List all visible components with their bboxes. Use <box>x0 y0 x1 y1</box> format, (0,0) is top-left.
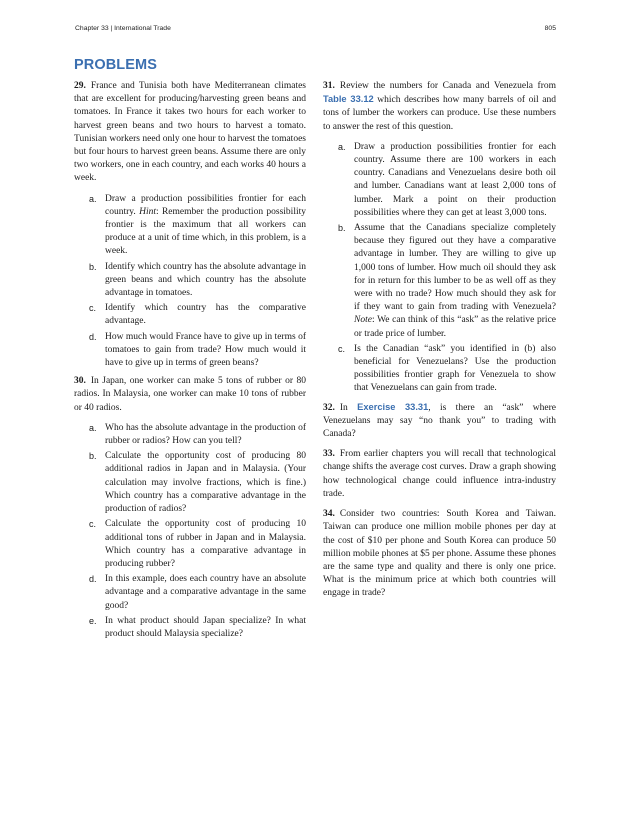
subpart-letter: d. <box>89 331 97 342</box>
subpart-text: In this example, does each country have an absolute advantage and a comparative advantage in the same good? <box>105 574 306 611</box>
subpart-d <box>74 573 306 613</box>
subpart-text: Identify which country has the comparative advantage. <box>105 303 306 327</box>
problem-body: which describes how many barrels of oil and tons of lumber the workers can produce. Use these numbers to answer the rest of this question. <box>323 95 556 132</box>
subpart-letter: b. <box>89 451 97 462</box>
subpart-text: Draw a production possibilities frontier for each country. Assume there are 100 workers in each country. Canadians and Venezuelans desire both oil and lumber. Canadians want at least 2,000 tons of lumber. Mark a point on their production possibilities where they can get at least 3,000 tons. <box>354 141 556 218</box>
hint-label: Hint <box>139 206 156 217</box>
problem-body: Consider two countries: South Korea and Taiwan. Taiwan can produce one million mobile phones per day at the cost of $10 per phone and South Korea can produce 50 million mobile phones at $5 per phone. Assume these phones are the same type and quality and there is only one price. What is the minimum price at which both countries will engage in trade? <box>323 509 556 599</box>
problem-30-text <box>74 375 306 415</box>
subpart-text: Who has the absolute advantage in the production of rubber or radios? How can you tell? <box>105 422 306 447</box>
subpart-letter: a. <box>338 141 346 152</box>
subpart-letter: a. <box>89 193 97 204</box>
subpart-b <box>323 222 556 341</box>
problem-34 <box>323 508 556 600</box>
problem-body: In Japan, one worker can make 5 tons of rubber or 80 radios. In Malaysia, one worker can make 10 tons of rubber or 40 radios. <box>74 376 306 413</box>
subpart-letter: e. <box>89 615 97 626</box>
problem-29-subparts <box>74 193 306 371</box>
problem-body: France and Tunisia both have Mediterranean climates that are excellent for producing/harvesting green beans and tomatoes. In France it takes two hours for each worker to harvest green beans and two hours to harvest a tomato. Tunisian workers need only one hour to harvest the tomatoes but four hours to harvest green beans. Assume there are only two workers, one in each country, and each works 40 hours a week. <box>74 81 306 184</box>
chapter-title: Chapter 33 | International Trade <box>75 25 171 32</box>
problem-29-text <box>74 80 306 186</box>
left-column <box>74 80 306 646</box>
subpart-letter: b. <box>89 261 97 272</box>
subpart-c <box>323 343 556 396</box>
problem-number: 32. <box>323 402 335 413</box>
problem-number: 34. <box>323 509 335 520</box>
subpart-letter: c. <box>338 343 346 354</box>
page-number: 805 <box>544 25 556 32</box>
problem-body: Review the numbers for Canada and Venezuela from <box>339 81 556 91</box>
problem-30 <box>74 375 306 641</box>
problem-31-subparts <box>323 141 556 396</box>
problem-31 <box>323 80 556 396</box>
problem-number: 29. <box>74 81 86 91</box>
subpart-c <box>74 518 306 571</box>
subpart-text: Draw a production possibilities frontier for each country. <box>105 193 306 217</box>
problem-number: 30. <box>74 376 86 387</box>
section-title: PROBLEMS <box>74 57 157 73</box>
problem-number: 33. <box>323 449 335 460</box>
subpart-letter: c. <box>89 303 97 314</box>
subpart-letter: b. <box>338 223 346 234</box>
exercise-link[interactable]: Exercise 33.31 <box>357 401 429 412</box>
subpart-text: Identify which country has the absolute advantage in green beans and which country has the absolute advantage in tomatoes. <box>105 261 306 299</box>
problem-body: , is there an “ask” where Venezuelans may say “no thank you” to trading with Canada? <box>323 402 557 440</box>
problem-30-subparts <box>74 422 306 641</box>
subpart-letter: d. <box>89 574 97 585</box>
subpart-letter: c. <box>89 519 97 530</box>
problem-body: In <box>339 402 358 413</box>
subpart-text: : We can think of this “ask” as the relative price or trade price of lumber. <box>354 315 556 339</box>
subpart-text: Is the Canadian “ask” you identified in (b) also beneficial for Venezuelans? Use the production possibilities frontier graph for Venezuela to show that Venezuelans can gain from trade. <box>354 343 556 394</box>
problem-32 <box>323 401 556 442</box>
page-header <box>75 25 556 37</box>
subpart-d <box>74 331 306 371</box>
note-label: Note <box>354 315 372 326</box>
subpart-e <box>74 615 306 641</box>
subpart-a <box>74 193 306 259</box>
right-column <box>323 80 556 608</box>
table-link[interactable]: Table 33.12 <box>323 94 374 105</box>
problem-33 <box>323 448 556 501</box>
subpart-text: Assume that the Canadians specialize completely because they figured out they have a comparative advantage in lumber. They are willing to give up 1,000 tons of lumber. How much oil should they ask for in return for this lumber to be as well off as they were with no trade? How much should they ask for if they want to gain from trading with Venezuela? <box>354 223 556 313</box>
subpart-b <box>74 261 306 301</box>
subpart-text: Calculate the opportunity cost of producing 80 additional radios in Japan and in Malaysia. (Your calculation may involve fractions, which is fine.) Which country has a comparative advantage in the production of radios? <box>105 451 306 515</box>
problem-31-text <box>323 80 556 134</box>
subpart-letter: a. <box>89 422 97 433</box>
subpart-text: How much would France have to give up in terms of tomatoes to gain from trade? How much would it have to give up in terms of green beans? <box>105 331 306 369</box>
subpart-text: In what product should Japan specialize? In what product should Malaysia specialize? <box>105 615 306 639</box>
subpart-text: : Remember the production possibility frontier is the maximum that all workers can produce at a unit of time which, in this problem, is a week. <box>105 206 306 257</box>
subpart-c <box>74 302 306 328</box>
subpart-a <box>323 141 556 220</box>
problem-body: From earlier chapters you will recall that technological change shifts the average cost curves. Draw a graph showing how technological change could influence intra-industry trade. <box>323 449 556 499</box>
subpart-a <box>74 422 306 448</box>
subpart-b <box>74 450 306 516</box>
problem-number: 31. <box>323 81 335 91</box>
problem-29 <box>74 80 306 370</box>
subpart-text: Calculate the opportunity cost of producing 10 additional tons of rubber in Japan and in Malaysia. Which country has a comparative advantage in producing rubber? <box>105 519 306 569</box>
